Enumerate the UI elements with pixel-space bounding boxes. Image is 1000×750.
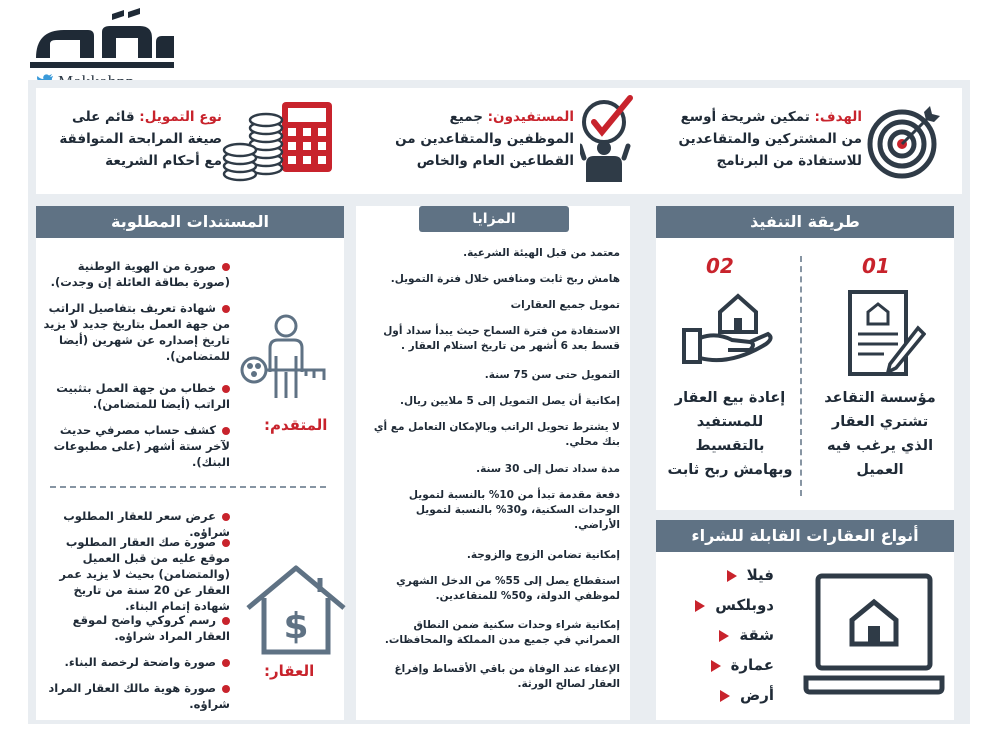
calculator-coins-icon bbox=[222, 100, 334, 182]
bullet-triangle-icon bbox=[711, 660, 721, 672]
property-doc-text: صورة واضحة لرخصة البناء. bbox=[64, 655, 216, 669]
steps-divider bbox=[800, 256, 802, 496]
bullet-triangle-icon bbox=[727, 570, 737, 582]
property-types-title: أنواع العقارات القابلة للشراء bbox=[656, 520, 954, 552]
goal-text: تمكين شريحة أوسع من المشتركين والمتقاعدين للاستفادة من البرنامج bbox=[678, 109, 862, 169]
property-type-item bbox=[695, 596, 774, 614]
applicant-doc-item bbox=[40, 380, 230, 412]
step-1-text: مؤسسة التقاعد تشتري العقار الذي يرغب فيه العميل bbox=[824, 390, 936, 478]
benefit-item: استقطاع يصل إلى 55% من الدخل الشهري لموظفي الدولة، و50% للمتقاعدين. bbox=[396, 575, 620, 602]
applicant-doc-text: خطاب من جهة العمل بتثبيت الراتب (أيضا للمتضامن). bbox=[56, 381, 230, 411]
makkah-logo-mark bbox=[28, 8, 178, 70]
property-label: العقار: bbox=[264, 662, 315, 680]
property-type-label: دوبلكس bbox=[715, 596, 774, 614]
bullet-dot-icon bbox=[222, 513, 230, 521]
property-doc-text: عرض سعر للعقار المطلوب شراؤه. bbox=[63, 509, 230, 539]
beneficiaries-text: جميع الموظفين والمتقاعدين من القطاعين العام والخاص bbox=[395, 109, 574, 169]
applicant-doc-item bbox=[40, 300, 230, 364]
property-doc-item bbox=[40, 534, 230, 614]
property-type-label: شقة bbox=[739, 626, 774, 644]
financing-label: نوع التمويل: bbox=[139, 109, 222, 125]
property-type-item bbox=[719, 626, 774, 644]
hand-house-icon bbox=[680, 288, 780, 366]
benefit-item: إمكانية تضامن الزوج والزوجة. bbox=[466, 549, 620, 561]
bullet-dot-icon bbox=[222, 685, 230, 693]
logo bbox=[28, 8, 178, 88]
property-type-label: أرض bbox=[740, 686, 774, 704]
bullet-triangle-icon bbox=[719, 630, 729, 642]
step-1-number: 01 bbox=[862, 254, 890, 278]
bullet-dot-icon bbox=[222, 385, 230, 393]
execution-title: طريقة التنفيذ bbox=[656, 206, 954, 238]
bullet-dot-icon bbox=[222, 539, 230, 547]
benefit-item: تمويل جميع العقارات bbox=[510, 299, 620, 311]
bullet-dot-icon bbox=[222, 427, 230, 435]
property-doc-item bbox=[40, 680, 230, 712]
beneficiaries-label: المستفيدون: bbox=[487, 109, 574, 125]
property-type-label: عمارة bbox=[730, 656, 774, 674]
property-doc-text: صورة هوية مالك العقار المراد شراؤه. bbox=[48, 681, 230, 711]
benefit-item: معتمد من قبل الهيئة الشرعية. bbox=[463, 247, 620, 259]
person-key-icon bbox=[236, 312, 328, 404]
applicant-doc-item bbox=[40, 422, 230, 470]
step-2-number: 02 bbox=[706, 254, 734, 278]
benefit-item: لا يشترط تحويل الراتب وبالإمكان التعامل مع أي بنك محلي. bbox=[373, 421, 620, 448]
benefit-item: إمكانية أن يصل التمويل إلى 5 ملايين ريال. bbox=[400, 395, 620, 407]
property-doc-text: صورة صك العقار المطلوب موقع عليه من قبل العميل (والمتضامن) بحيث لا يزيد عمر العقار عن 20 سنة من تاريخ شهادة إتمام البناء. bbox=[59, 535, 230, 613]
checkmark-person-icon bbox=[580, 92, 636, 184]
step-2-text: إعادة بيع العقار للمستفيد بالتقسيط وبهامش ربح ثابت bbox=[667, 390, 793, 478]
benefit-item: الاستفادة من فترة السماح حيث يبدأ سداد أول قسط بعد 6 أشهر من تاريخ استلام العقار . bbox=[383, 325, 620, 352]
benefits-title: المزايا bbox=[419, 206, 569, 232]
benefit-item: التمويل حتى سن 75 سنة. bbox=[484, 369, 620, 381]
property-type-item bbox=[711, 656, 774, 674]
benefit-item: الإعفاء عند الوفاة من باقي الأقساط وإفراغ العقار لصالح الورثة. bbox=[394, 663, 620, 690]
benefit-item: هامش ربح ثابت ومنافس خلال فترة التمويل. bbox=[390, 273, 620, 285]
bullet-dot-icon bbox=[222, 263, 230, 271]
financing-text: قائم على صيغة المرابحة المتوافقة مع أحكام الشريعة bbox=[59, 109, 222, 169]
laptop-house-icon bbox=[802, 570, 946, 698]
goal-block bbox=[666, 106, 862, 172]
applicant-doc-text: كشف حساب مصرفي حديث لآخر ستة أشهر (على مطبوعات البنك). bbox=[53, 423, 230, 469]
applicant-label: المتقدم: bbox=[264, 416, 328, 434]
property-doc-item bbox=[40, 654, 230, 670]
target-icon bbox=[866, 104, 942, 180]
bullet-dot-icon bbox=[222, 617, 230, 625]
property-type-item bbox=[727, 566, 774, 584]
svg-text:$: $ bbox=[283, 606, 309, 647]
applicant-doc-text: صورة من الهوية الوطنية (صورة بطاقة العائلة إن وجدت). bbox=[50, 259, 230, 289]
benefit-item: مدة سداد تصل إلى 30 سنة. bbox=[476, 463, 620, 475]
property-type-item bbox=[720, 686, 774, 704]
documents-divider bbox=[50, 486, 326, 488]
house-dollar-icon bbox=[244, 564, 348, 656]
goal-label: الهدف: bbox=[814, 109, 862, 125]
bullet-triangle-icon bbox=[720, 690, 730, 702]
financing-block bbox=[50, 106, 222, 172]
bullet-dot-icon bbox=[222, 659, 230, 667]
benefit-item: إمكانية شراء وحدات سكنية ضمن النطاق العمراني في جميع مدن المملكة والمحافظات. bbox=[384, 619, 620, 646]
property-doc-text: رسم كروكي واضح لموقع العقار المراد شراؤه. bbox=[72, 613, 230, 643]
property-doc-item bbox=[40, 612, 230, 644]
applicant-doc-item bbox=[40, 258, 230, 290]
applicant-doc-text: شهادة تعريف بتفاصيل الراتب من جهة العمل بتاريخ جديد لا يزيد تاريخ إصداره عن شهرين (أيضا للمتضامن). bbox=[43, 301, 230, 363]
property-type-label: فيلا bbox=[746, 566, 774, 584]
bullet-triangle-icon bbox=[695, 600, 705, 612]
document-pen-icon bbox=[844, 288, 926, 378]
beneficiaries-block bbox=[388, 106, 574, 172]
bullet-dot-icon bbox=[222, 305, 230, 313]
documents-title: المستندات المطلوبة bbox=[36, 206, 344, 238]
benefit-item: دفعة مقدمة تبدأ من 10% بالنسبة لتمويل الوحدات السكنية، و30% بالنسبة لتمويل الأراضي. bbox=[408, 489, 620, 531]
